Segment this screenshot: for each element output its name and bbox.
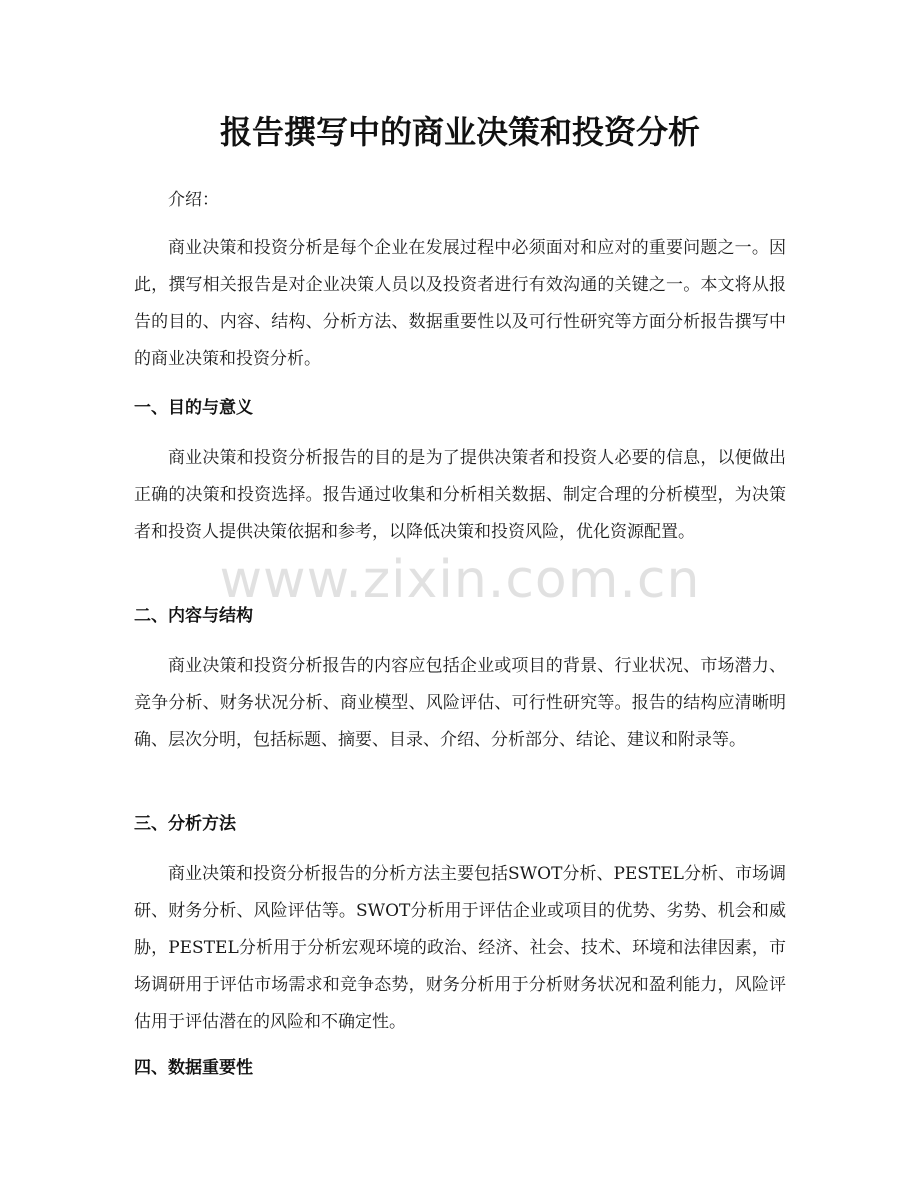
section-heading-data: 四、数据重要性 <box>134 1058 253 1078</box>
document-title: 报告撰写中的商业决策和投资分析 <box>219 113 700 151</box>
watermark: www.zixin.com.cn <box>219 550 701 610</box>
section-heading-methods: 三、分析方法 <box>134 814 236 834</box>
section-paragraph-purpose: 商业决策和投资分析报告的目的是为了提供决策者和投资人必要的信息，以便做出正确的决策和投资选择。报告通过收集和分析相关数据、制定合理的分析模型，为决策者和投资人提供决策依据和参考，以降低决策和投资风险，优化资源配置。 <box>134 448 786 542</box>
intro-label: 介绍： <box>168 190 219 210</box>
section-heading-content: 二、内容与结构 <box>134 606 253 626</box>
section-heading-purpose: 一、目的与意义 <box>134 398 253 418</box>
section-paragraph-methods: 商业决策和投资分析报告的分析方法主要包括SWOT分析、PESTEL分析、市场调研、财务分析、风险评估等。SWOT分析用于评估企业或项目的优势、劣势、机会和威胁，PESTEL分析用于分析宏观环境的政治、经济、社会、技术、环境和法律因素，市场调研用于评估市场需求和竞争态势，财务分析用于分析财务状况和盈利能力，风险评估用于评估潜在的风险和不确定性。 <box>134 864 786 1032</box>
intro-paragraph: 商业决策和投资分析是每个企业在发展过程中必须面对和应对的重要问题之一。因此，撰写相关报告是对企业决策人员以及投资者进行有效沟通的关键之一。本文将从报告的目的、内容、结构、分析方法、数据重要性以及可行性研究等方面分析报告撰写中的商业决策和投资分析。 <box>134 238 786 369</box>
section-paragraph-content: 商业决策和投资分析报告的内容应包括企业或项目的背景、行业状况、市场潜力、竞争分析、财务状况分析、商业模型、风险评估、可行性研究等。报告的结构应清晰明确、层次分明，包括标题、摘要、目录、介绍、分析部分、结论、建议和附录等。 <box>134 656 786 750</box>
